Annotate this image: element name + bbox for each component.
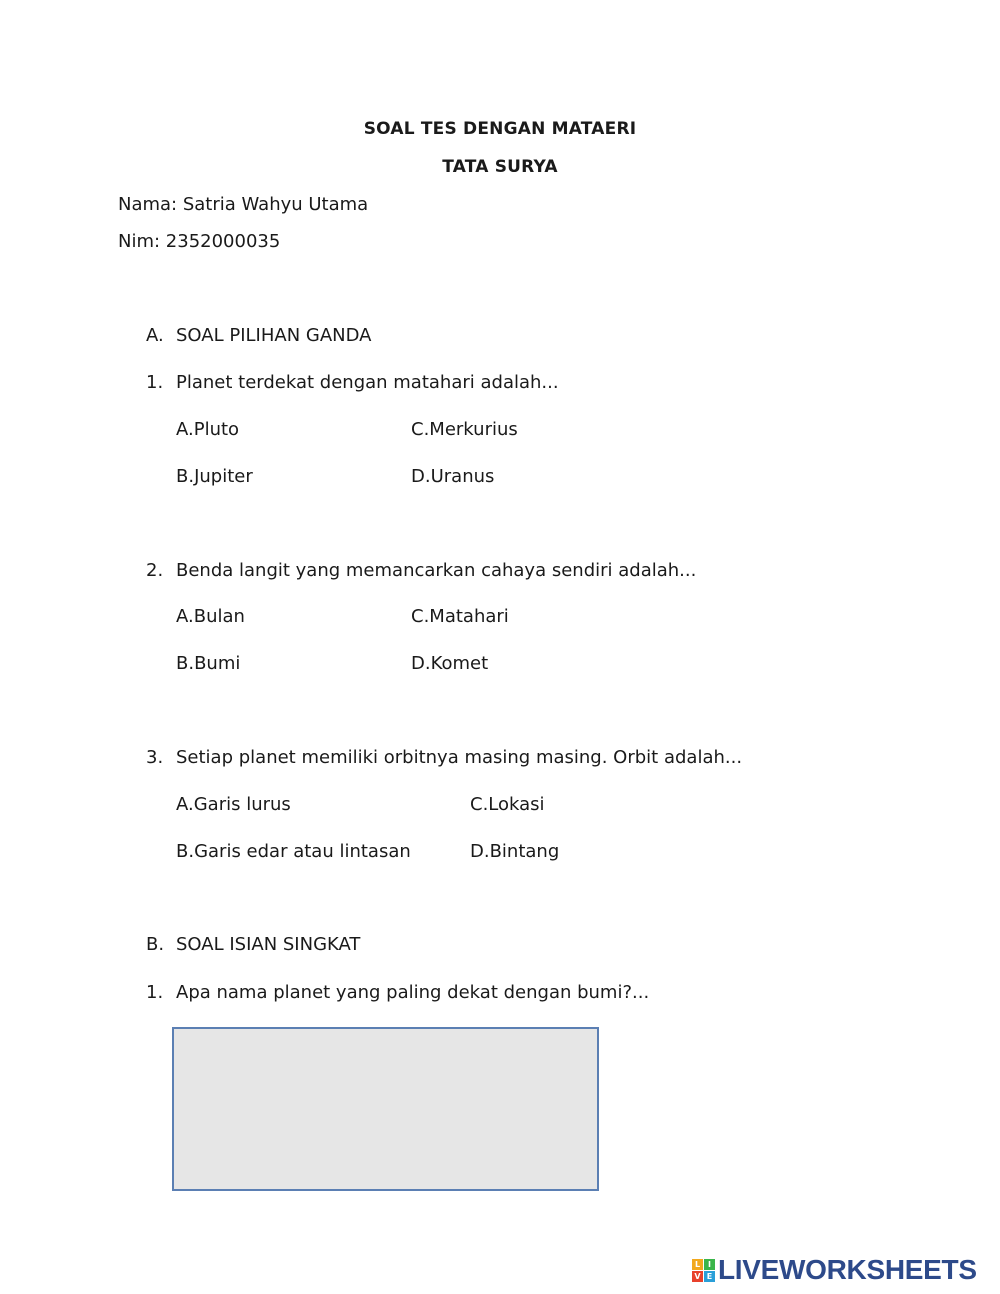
- liveworksheets-logo-icon: [692, 1259, 715, 1282]
- option-a3-b: B.Garis edar atau lintasan: [176, 841, 411, 862]
- student-name: Nama: Satria Wahyu Utama: [118, 194, 369, 215]
- logo-mark-e: E: [704, 1271, 715, 1282]
- question-number: 2.: [146, 560, 164, 581]
- question-b1: [146, 982, 649, 1003]
- option-a2-c: C.Matahari: [411, 606, 509, 627]
- question-number: 3.: [146, 747, 164, 768]
- logo-mark-i: I: [704, 1259, 715, 1270]
- student-nim: Nim: 2352000035: [118, 231, 281, 252]
- section-b-title: SOAL ISIAN SINGKAT: [176, 934, 361, 955]
- question-text: Apa nama planet yang paling dekat dengan bumi?...: [176, 982, 650, 1003]
- option-a3-c: C.Lokasi: [470, 794, 545, 815]
- worksheet-title: SOAL TES DENGAN MATAERI: [363, 119, 637, 139]
- section-b-heading: [146, 934, 360, 955]
- option-a1-d: D.Uranus: [411, 466, 495, 487]
- option-a1-a: A.Pluto: [176, 419, 240, 440]
- section-a-title: SOAL PILIHAN GANDA: [176, 325, 372, 346]
- option-a3-a: A.Garis lurus: [176, 794, 291, 815]
- option-a1-c: C.Merkurius: [411, 419, 518, 440]
- question-text: Benda langit yang memancarkan cahaya sendiri adalah...: [176, 560, 697, 581]
- question-number: 1.: [146, 372, 164, 393]
- option-a1-b: B.Jupiter: [176, 466, 253, 487]
- question-text: Planet terdekat dengan matahari adalah...: [176, 372, 559, 393]
- option-a3-d: D.Bintang: [470, 841, 560, 862]
- section-b-marker: B.: [146, 934, 165, 955]
- answer-input-box[interactable]: [172, 1027, 599, 1191]
- question-a1: [146, 372, 559, 393]
- option-a2-b: B.Bumi: [176, 653, 241, 674]
- liveworksheets-logo-text: LIVEWORKSHEETS: [718, 1254, 977, 1285]
- worksheet-subtitle: TATA SURYA: [442, 157, 558, 177]
- section-a-marker: A.: [146, 325, 164, 346]
- logo-mark-v: V: [692, 1271, 703, 1282]
- option-a2-d: D.Komet: [411, 653, 489, 674]
- question-text: Setiap planet memiliki orbitnya masing masing. Orbit adalah...: [176, 747, 743, 768]
- liveworksheets-logo: [692, 1254, 977, 1286]
- question-a3: [146, 747, 742, 768]
- question-a2: [146, 560, 696, 581]
- section-a-heading: [146, 325, 371, 346]
- question-number: 1.: [146, 982, 164, 1003]
- option-a2-a: A.Bulan: [176, 606, 245, 627]
- logo-mark-l: L: [692, 1259, 703, 1270]
